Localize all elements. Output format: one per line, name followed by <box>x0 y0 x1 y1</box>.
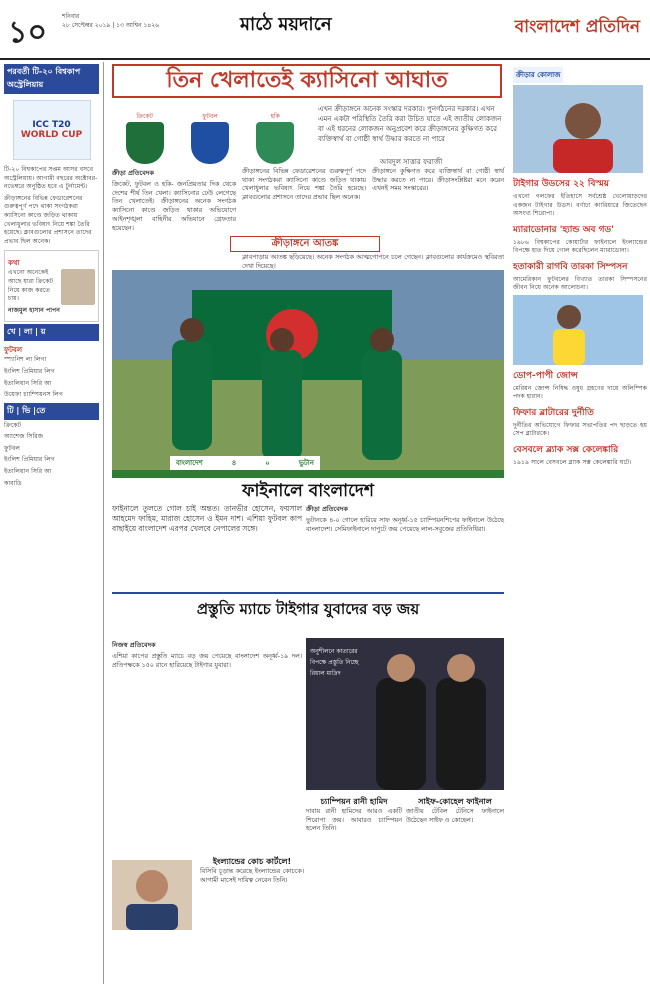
lead-quote: এখন ক্রীড়াঙ্গনে অনেক সংস্কার দরকার। পুনর্গঠনের দরকার। এখন এমন একটা পরিস্থিতি তৈরি করা উচিত যাতে এই জাতীয় লোকজন বা এই ধরনের লোকজন অনুপ্রবেশ করে ক্রীড়াঙ্গনের কুক্ষিগত করে ব্যক্তিস্বার্থ বা গোষ্ঠী স্বার্থ উদ্ধার করতে না পারে <box>318 105 502 143</box>
byline: ক্রীড়া প্রতিবেদক <box>112 169 154 177</box>
right-text: এখনো গলফের ইতিহাসে সর্বশ্রেষ্ঠ খেলোয়াড়দের একজন টাইগার উডস। বর্ণাঢ্য ক্যারিয়ারে জিতেছেন অসংখ্য শিরোপা। <box>513 193 647 217</box>
final-col-2 <box>306 504 504 534</box>
body-text: ক্রিকেট, ফুটবল ও হকি- জনপ্রিয়তার দিক থেকে দেশের শীর্ষ তিন খেলা। ক্যাসিনোর ঢেউ লেগেছে তিন খেলাতেই। ক্রীড়াঙ্গনের অনেক সংগঠক ক্যাসিনো কাণ্ডে জড়িত থাকার অভিযোগে আইনশৃঙ্খলা বাহিনীর অভিযানে গ্রেফতার হয়েছেন। <box>112 181 236 232</box>
team-photo-illustration <box>112 270 504 480</box>
right-text: ১৯১৯ সালে বেসবলে ব্ল্যাক সক্স কেলেঙ্কারি ঘটে। <box>513 458 632 466</box>
tv-item: কাবাডি <box>4 479 22 487</box>
coach-text: বিসিবি চূড়ান্ত করেছে ইংল্যান্ডের কোচকে। আগামী মাসেই দায়িত্ব নেবেন তিনি। <box>200 868 304 884</box>
right-heading: ডোপ-পাপী জোন্স <box>513 370 578 381</box>
federation-logos <box>112 104 308 164</box>
tv-item: ক্রিকেট <box>4 421 22 429</box>
tv-item: ফুটবল <box>4 444 20 452</box>
newspaper-logo: বাংলাদেশ প্রতিদিন <box>514 17 640 37</box>
left-paragraph: টি-২০ বিশ্বকাপের সপ্তম আসর বসবে অস্ট্রেলিয়ায়। আগামী বছরের অক্টোবর-নভেম্বরে অনুষ্ঠিত হবে এ টুর্নামেন্ট। <box>4 166 98 191</box>
main-headline: তিন খেলাতেই ক্যাসিনো আঘাত <box>112 64 502 98</box>
athlete-photo <box>513 295 643 365</box>
date-block <box>62 12 159 30</box>
right-column-label: ক্রীড়ার কোলাজ <box>513 67 563 83</box>
right-text: দুর্নীতির অভিযোগে ফিফার সভাপতির পদ ছাড়তে হয় সেপ ব্লাটারকে। <box>513 421 647 437</box>
fixture-item: ইতালিয়ান সিরি আ <box>4 379 52 387</box>
coach-photo <box>112 860 192 930</box>
body-text: ক্লাবপাড়ায় আতঙ্ক ছড়িয়েছে। অনেক সংগঠক আত্মগোপনে চলে গেছেন। ক্লাবগুলোর কার্যক্রমেও স্থবিরতা দেখা দিয়েছে। <box>242 254 504 270</box>
right-text: ১৯৮৬ বিশ্বকাপের কোয়ার্টার ফাইনালে ইংল্যান্ডের বিপক্ষে হাত দিয়ে গোল করেছিলেন ম্যারাডোনা। <box>513 238 647 254</box>
lead-author: আবদুল সাত্তার ফরাজী <box>380 158 443 166</box>
fixture-item: স্প্যানিশ লা লিগা <box>4 356 47 364</box>
right-heading: ফিফার ব্লাটারের দুর্নীতি <box>513 407 594 418</box>
scoreline <box>170 456 320 470</box>
quote-label: কথা <box>8 259 20 268</box>
coach-heading: ইংল্যান্ডের কোচ কার্টলে! <box>212 857 292 866</box>
byline: নিজস্ব প্রতিবেদক <box>112 641 156 649</box>
wc-logo-line2: WORLD CUP <box>20 130 83 140</box>
sub-heading: ক্রীড়াঙ্গনে আতঙ্ক <box>230 236 380 252</box>
tv-item: ইংলিশ প্রিমিয়ার লিগ <box>4 456 55 464</box>
world-cup-logo <box>13 100 91 160</box>
logo-caption: হকি <box>270 113 280 120</box>
sif-text: জাতীয় টেবিল টেনিসে ফাইনালে উঠেছেন সাইফ ও কোহেল। <box>406 808 504 824</box>
photo2-caption: অনুশীলনে কাতারের বিপক্ষে প্রস্তুতি নিচ্ছে রিয়াল মাদ্রিদ <box>310 648 359 677</box>
right-text: আমেরিকান ফুটবলের বিখ্যাত তারকা সিম্পসনের জীবন নিয়ে অনেক আলোচনা। <box>513 275 647 291</box>
page-header <box>0 0 650 60</box>
byline: ক্রীড়া প্রতিবেদক <box>306 505 348 513</box>
wc-logo-line1: ICC T20 <box>32 120 71 130</box>
section-title: মাঠে ময়দানে <box>240 14 332 35</box>
tiger-woods-photo <box>513 85 643 173</box>
left-column <box>0 62 104 984</box>
fixture-item: ইংলিশ প্রিমিয়ার লিগ <box>4 367 55 375</box>
score-team-left: বাংলাদেশ <box>176 459 203 467</box>
football-federation-icon <box>191 122 229 164</box>
body-col-2 <box>242 168 366 203</box>
quote-name: নাজমুল হাসান পাপন <box>8 306 60 314</box>
right-column <box>510 62 650 984</box>
quote-text: এখনো অনেকেই আছে যারা ক্রিকেট নিয়ে কাজ করতে চায়। <box>8 269 54 303</box>
section-2-headline: প্রস্তুতি ম্যাচে টাইগার যুবাদের বড় জয় <box>112 592 504 622</box>
logo-caption: ক্রিকেট <box>136 113 153 120</box>
hockey-federation-icon <box>256 122 294 164</box>
coach-illustration <box>112 860 192 930</box>
sec2-col <box>112 640 302 670</box>
final-col-1 <box>112 504 302 534</box>
left-paragraph-2: ক্রীড়াঙ্গনের বিভিন্ন ফেডারেশনের গুরুত্বপূর্ণ পদে থাকা সংগঠকরা ক্যাসিনো কাণ্ডে জড়িত থাকায় খেলাধুলার ভবিষ্যৎ নিয়ে শঙ্কা তৈরি হয়েছে। ক্লাবগুলোর প্রশাসনে তাদের প্রভাব ছিল অনেক। <box>4 194 92 245</box>
fixture-item: উয়েফা চ্যাম্পিয়নস লিগ <box>4 391 63 399</box>
avatar <box>61 269 95 305</box>
logo-caption: ফুটবল <box>202 113 218 120</box>
left-heading: পরবর্তী টি-২০ বিশ্বকাপ অস্ট্রেলিয়ায় <box>4 64 99 94</box>
score-team-right: ভুটান <box>298 459 314 467</box>
tv-item: অ্যাশেজ সিরিজ <box>4 433 44 441</box>
tv-item: ইতালিয়ান সিরি আ <box>4 468 52 476</box>
photo-headline: ফাইনালে বাংলাদেশ <box>112 478 504 498</box>
logo-hockey <box>252 111 298 164</box>
quote-box <box>4 250 99 322</box>
date-full: ২৮ সেপ্টেম্বর ২০১৯ | ১৩ আশ্বিন ১৪২৬ <box>62 22 160 29</box>
champion-text: দাবায় রানী হামিদের আরও একটি শিরোপা জয়। আবারও চ্যাম্পিয়ন হলেন তিনি। <box>306 808 402 833</box>
photo-strip <box>112 470 504 478</box>
right-heading: ম্যারাডোনার 'হ্যান্ড অব গড' <box>513 224 614 235</box>
body-col-3 <box>372 168 504 194</box>
sif-heading: সাইফ-কোহেল ফাইনাল <box>418 797 492 806</box>
real-madrid-photo <box>306 638 504 790</box>
tv-heading: টি | ভি |তে <box>4 403 99 420</box>
right-heading: টাইগার উডসের ২২ বিস্ময় <box>513 179 609 189</box>
date-day: শনিবার <box>62 13 80 20</box>
score-right-value: ০ <box>265 459 270 467</box>
final-text: ফাইনালে তুলতে গোল চাই অন্তত। তানভীর হোসেন, ফয়সাল আহমেদ ফাহিম, মারাজ হোসেন ও ইমন দাশ। এশিয়া ফুটবল কাপ বাছাইয়ে বাংলাদেশ এরপর খেলবে নেপালের সঙ্গে। <box>112 504 302 533</box>
champion-heading: চ্যাম্পিয়ন রানী হামিদ <box>320 797 388 806</box>
tiger-photo-illustration <box>513 85 643 173</box>
sec2-text: এশিয়া কাপের প্রস্তুতি ম্যাচে বড় জয় পেয়েছে বাংলাদেশ অনূর্ধ্ব-১৯ দল। প্রতিপক্ষকে ১৫০ রানে হারিয়েছে টাইগার যুবারা। <box>112 653 302 669</box>
right-text: মেরিয়ন জোন্স নিষিদ্ধ ওষুধ গ্রহণের দায়ে অলিম্পিক পদক হারান। <box>513 384 647 400</box>
logo-cricket <box>122 111 168 164</box>
final-body: ভুটানকে ৪-০ গোলে হারিয়ে সাফ অনূর্ধ্ব-১৫ চ্যাম্পিয়নশিপের ফাইনালে উঠেছে বাংলাদেশ। সেমিফাইনালে দাপুটে জয় পেয়েছে লাল-সবুজের প্রতিনিধিরা। <box>306 517 504 533</box>
right-heading: বেসবলে ব্ল্যাক সক্স কেলেঙ্কারি <box>513 444 619 455</box>
logo-football <box>187 111 233 164</box>
cricket-board-icon <box>126 122 164 164</box>
fixture-title: ফুটবল <box>4 346 23 355</box>
right-heading: হতাকারী রাগবি তারকা সিম্পসন <box>513 261 628 272</box>
body-text: ক্রীড়াঙ্গনের বিভিন্ন ফেডারেশনের গুরুত্বপূর্ণ পদে থাকা সংগঠকরা ক্যাসিনো কাণ্ডে জড়িত থাকায় খেলাধুলার ভবিষ্যৎ নিয়ে শঙ্কা তৈরি হয়েছে। ক্লাবগুলোর প্রশাসনে তাদের প্রভাব ছিল অনেক। <box>242 168 366 202</box>
team-photo <box>112 270 504 480</box>
body-col-4 <box>242 254 504 271</box>
body-col-1 <box>112 168 236 233</box>
fixture-heading: খে | লা | য় <box>4 324 99 341</box>
athlete-illustration <box>513 295 643 365</box>
page-number: ১০ <box>8 15 47 50</box>
body-text: ক্রীড়াঙ্গনে কুক্ষিগত করে ব্যক্তিস্বার্থ বা গোষ্ঠী স্বার্থ উদ্ধার করতে না পারে। ক্রীড়াসংশ্লিষ্টরা মনে করেন এখনই সময় সংস্কারের। <box>372 168 504 193</box>
score-left-value: ৪ <box>231 459 237 467</box>
